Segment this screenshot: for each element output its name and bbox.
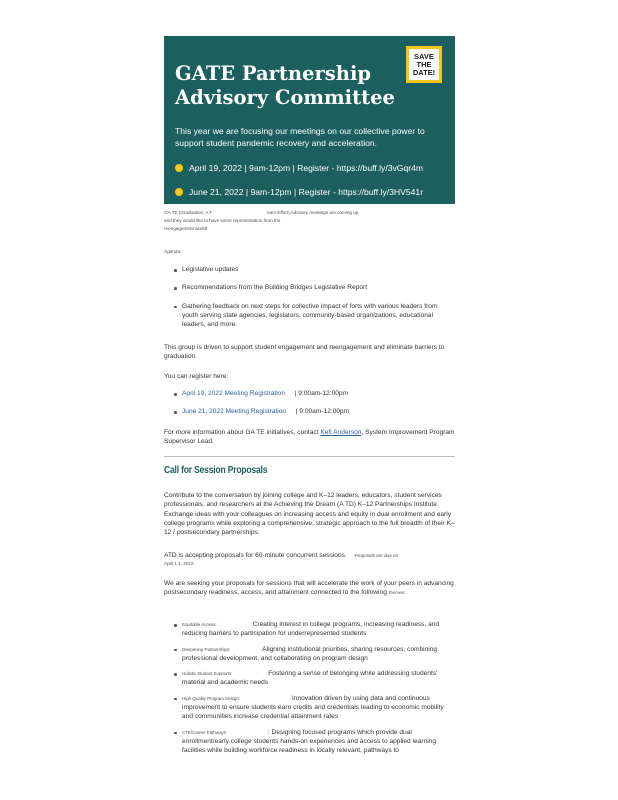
call-paragraph: Contribute to the conversation by joining college and K–12 leaders, educators, student services professionals, and researchers at the Achieving the Dream (A TD) K–12 Partnerships Institute. Exchange ideas with your colleagues on increasing access and equity in dual enrollment and early college programs while exploring a comprehensive, strategic approach to the full breadth of their K–12 / postsecondary partnerships.	[164, 492, 455, 537]
section-title: Call for Session Proposals	[164, 465, 268, 476]
registration-list	[164, 389, 455, 417]
driven-paragraph: This group is driven to support student engagement and reengagement and eliminate barriers to graduation.	[164, 344, 445, 361]
banner-date-1: April 19, 2022 | 9am-12pm | Register - https://buff.ly/3vGqr4m	[175, 163, 423, 173]
banner-intro: This year we are focusing our meetings on our collective power to support student pandemic recovery and acceleration.	[175, 126, 425, 148]
list-item: Holistic Student Supports: Fostering a sense of belonging while addressing students' material and academic needs	[164, 669, 455, 688]
agenda-label: Agenda:	[164, 250, 182, 255]
save-the-date-badge: SAVE THE DATE!	[406, 46, 442, 83]
register-heading: You can register here:	[164, 373, 229, 380]
bullet-dot-icon	[175, 164, 183, 172]
list-item: Recommendations from the Building Bridges Legislative Report	[164, 283, 455, 292]
agenda-list	[164, 265, 455, 329]
section-divider	[164, 456, 455, 457]
list-item: April 19, 2022 Meeting Registration | 9:00am-12:00pm	[164, 389, 455, 398]
list-item: June 21, 2022 Meeting Registration | 9:00am-12:00pm	[164, 407, 455, 416]
contact-paragraph: For more information about GA TE initiatives, contact Kefi Anderson, System Improvement Program Supervisor Lead.	[164, 429, 455, 446]
list-item: Gathering feedback on next steps for collective impact ef forts with various leaders from youth serving state agencies, legislators, community-based organizations, educational leaders, and more.	[164, 302, 455, 330]
list-item: CTE/Career Pathways : Designing focused programs which provide dual enrollment/early college students hands-on experiences and access to applied learning facilities while building workforce readiness in locally relevant, pathways to	[164, 728, 455, 756]
registration-link-april[interactable]: April 19, 2022 Meeting Registration	[182, 390, 285, 397]
list-item: Deepening Partnerships: Aligning institutional priorities, sharing resources, combining professional development, and collaborating on program design	[164, 645, 455, 664]
banner-title: GATE Partnership Advisory Committee	[175, 62, 395, 109]
intro-paragraph: GA TE (Graduation: A T eam Effort) Advisory meetings are coming up and they would like to have some representation from the reengagement world!	[164, 211, 359, 232]
contact-link[interactable]: Kefi Anderson	[320, 429, 362, 436]
registration-link-june[interactable]: June 21, 2022 Meeting Registration	[182, 408, 287, 416]
banner-date-2: June 21, 2022 | 9am-12pm | Register - https://buff.ly/3HV541r	[175, 187, 423, 197]
themes-list	[164, 620, 455, 756]
seeking-paragraph: We are seeking your proposals for sessions that will accelerate the work of your peers in advancing postsecondary readiness, access, and attainment connected to the following themes:	[164, 580, 454, 597]
list-item: Legislative updates	[164, 265, 455, 274]
event-banner	[164, 36, 455, 204]
bullet-dot-icon	[175, 188, 183, 196]
list-item: Equitable Access: Creating interest in college programs, increasing readiness, and reducing barriers to participation for underrepresented students	[164, 620, 455, 639]
list-item: High Quality Program Design: Innovation driven by using data and continuous improvement to ensure students earn credits and credentials leading to economic mobility and communities increase credential attainment rates	[164, 694, 455, 722]
atd-paragraph: ATD is accepting proposals for 60-minute concurrent sessions. Proposals are due on April 1 1, 2022.	[164, 552, 399, 567]
